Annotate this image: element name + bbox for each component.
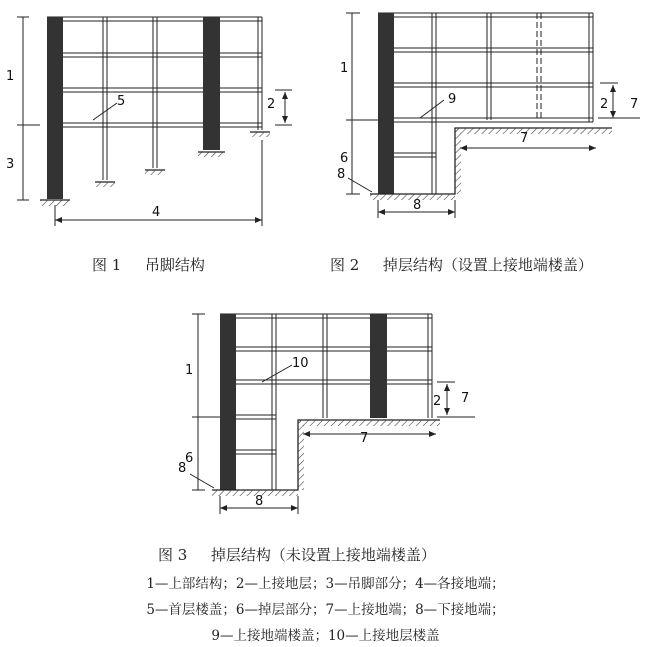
callout-8: 8 [337, 167, 346, 182]
figure-1-caption [92, 254, 205, 275]
callout-7-dim: 7 [520, 131, 529, 146]
callout-1: 1 [340, 61, 349, 76]
callout-4: 4 [152, 205, 161, 220]
figure-2-title: 掉层结构（设置上接地端楼盖） [382, 256, 593, 274]
callout-8-dim: 8 [255, 494, 264, 509]
figure-3-drawing [190, 314, 475, 514]
callout-7-dim: 7 [360, 431, 369, 446]
legend-line-3: 9—上接地端楼盖；10—上接地层楼盖 [211, 628, 440, 644]
callout-7: 7 [630, 97, 639, 112]
callout-6: 6 [340, 151, 349, 166]
callout-1: 1 [185, 363, 194, 378]
callout-8-dim: 8 [413, 198, 422, 213]
figure-2-number: 图 2 [330, 256, 360, 274]
callout-9: 9 [448, 92, 457, 107]
figure-3-title: 掉层结构（未设置上接地端楼盖） [210, 546, 436, 564]
figure-1-title: 吊脚结构 [144, 256, 205, 274]
figure-1-number: 图 1 [92, 256, 122, 274]
callout-2: 2 [433, 394, 442, 409]
callout-2: 2 [267, 97, 276, 112]
figure-2-drawing [346, 13, 640, 218]
callout-7: 7 [461, 391, 470, 406]
callout-8: 8 [178, 461, 187, 476]
legend-line-2: 5—首层楼盖；6—掉层部分；7—上接地端；8—下接地端； [146, 602, 505, 618]
callout-1: 1 [6, 69, 15, 84]
callout-6: 6 [185, 451, 194, 466]
legend-line-1: 1—上部结构；2—上接地层；3—吊脚部分；4—各接地端； [146, 576, 505, 592]
figure-3-number: 图 3 [158, 546, 188, 564]
figure-1-drawing [17, 17, 292, 226]
figure-2-caption [330, 254, 593, 275]
callout-10: 10 [292, 356, 309, 371]
callout-3: 3 [6, 157, 15, 172]
callout-2: 2 [600, 97, 609, 112]
callout-5: 5 [117, 94, 126, 109]
figure-3-caption [158, 544, 436, 565]
